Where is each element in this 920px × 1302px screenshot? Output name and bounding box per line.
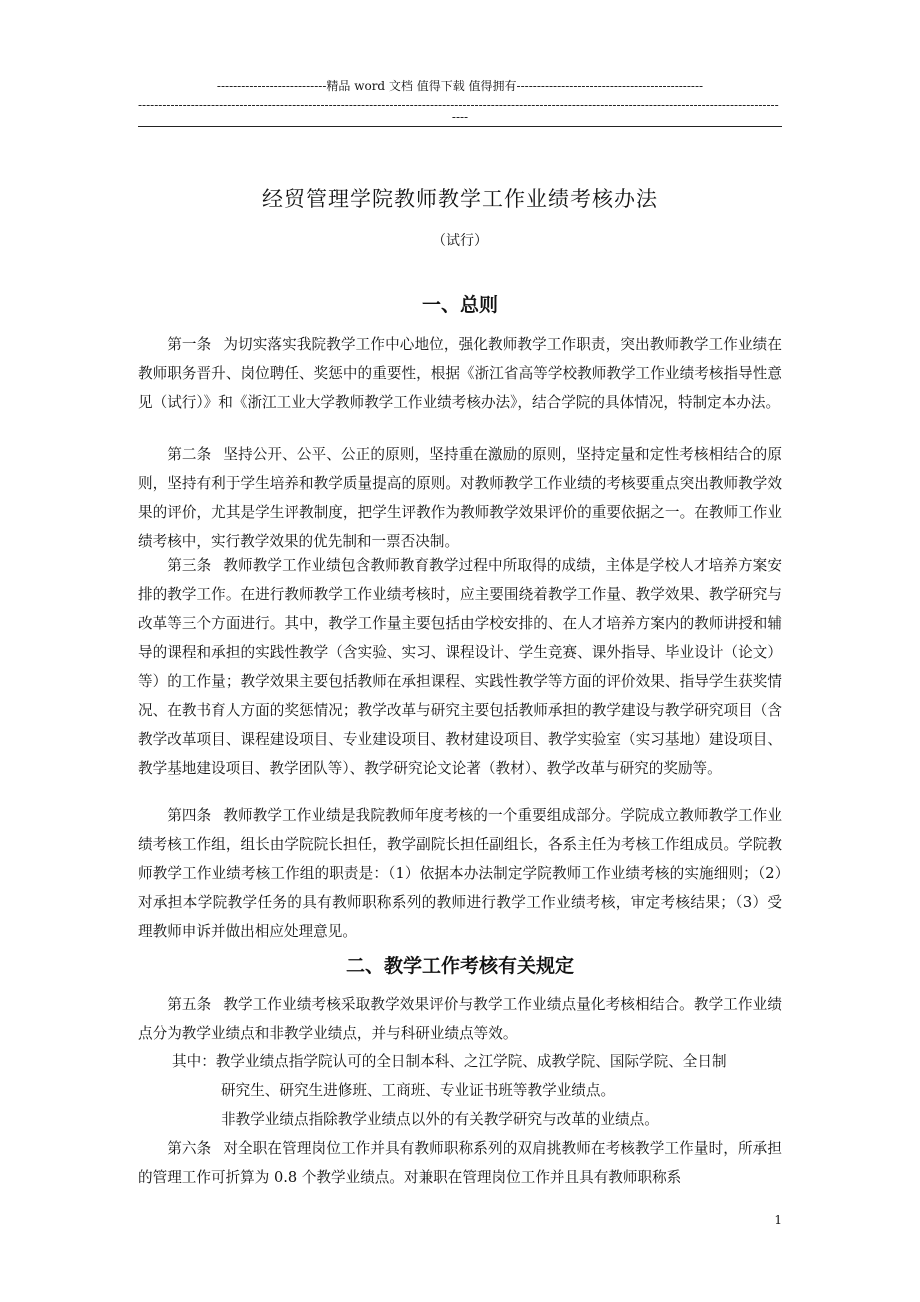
- article-5-sub2: 非教学业绩点指除教学业绩点以外的有关教学研究与改革的业绩点。: [221, 1111, 659, 1128]
- header-banner: ---------------------------精品 word 文档 值得下载 值得拥有----------------------------------------------: [216, 79, 704, 93]
- document-subtitle: （试行）: [432, 233, 488, 249]
- document-title: 经贸管理学院教师教学工作业绩考核办法: [262, 187, 658, 211]
- header-dash-line: --------------------------------------------------------------------------------------------------------------------------------------------------------------: [138, 98, 779, 112]
- article-label: 第三条: [167, 557, 212, 574]
- section-title-teaching-rules: 二、教学工作考核有关规定: [345, 955, 574, 977]
- article-label: 第六条: [167, 1140, 212, 1157]
- article-label: 第五条: [167, 996, 212, 1013]
- page-number: 1: [774, 1213, 782, 1227]
- article-label: 第四条: [167, 807, 212, 824]
- article-label: 第二条: [167, 446, 212, 463]
- article-text: 教师教学工作业绩是我院教师年度考核的一个重要组成部分。学院成立教师教学工作业绩考核工作组，组长由学院院长担任，教学副院长担任副组长，各系主任为考核工作组成员。学院教师教学工作业绩考核工作组的职责是：（1）依据本办法制定学院教师工作业绩考核的实施细则；（2）对承担本学院教学任务的具有教师职称系列的教师进行教学工作业绩考核，审定考核结果；（3）受理教师申诉并做出相应处理意见。: [138, 807, 782, 940]
- article-text: 教师教学工作业绩包含教师教育教学过程中所取得的成绩，主体是学校人才培养方案安排的教学工作。在进行教师教学工作业绩考核时，应主要围绕着教学工作量、教学效果、教学研究与改革等三个方面进行。其中，教学工作量主要包括由学校安排的、在人才培养方案内的教师讲授和辅导的课程和承担的实践性教学（含实验、实习、课程设计、学生竞赛、课外指导、毕业设计（论文）等）的工作量；教学效果主要包括教师在承担课程、实践性教学等方面的评价效果、指导学生获奖情况、在教书育人方面的奖惩情况；教学改革与研究主要包括教师承担的教学建设与教学研究项目（含教学改革项目、课程建设项目、专业建设项目、教材建设项目、教学实验室（实习基地）建设项目、教学基地建设项目、教学团队等）、教学研究论文论著（教材）、教学改革与研究的奖励等。: [138, 557, 782, 777]
- article-6: [138, 1134, 782, 1192]
- section-title-general: 一、总则: [421, 294, 498, 316]
- article-5-sub1-continued: 研究生、研究生进修班、工商班、专业证书班等教学业绩点。: [221, 1082, 616, 1099]
- article-5-sub1: [172, 1047, 782, 1076]
- article-3: [138, 551, 782, 783]
- article-5: [138, 990, 782, 1048]
- article-2: [138, 440, 782, 556]
- header-rule: [138, 126, 782, 127]
- sub-text: 教学业绩点指学院认可的全日制本科、之江学院、成教学院、国际学院、全日制: [215, 1053, 727, 1070]
- article-text: 坚持公开、公平、公正的原则，坚持重在激励的原则，坚持定量和定性考核相结合的原则，坚持有利于学生培养和教学质量提高的原则。对教师教学工作业绩的考核要重点突出教师教学效果的评价，尤其是学生评教制度，把学生评教作为教师教学效果评价的重要依据之一。在教师工作业绩考核中，实行教学效果的优先制和一票否决制。: [138, 446, 782, 550]
- article-1: [138, 330, 782, 417]
- article-4: [138, 801, 782, 946]
- article-label: 第一条: [167, 336, 212, 353]
- article-text: 对全职在管理岗位工作并具有教师职称系列的双肩挑教师在考核教学工作量时，所承担的管理工作可折算为 0.8 个教学业绩点。对兼职在管理岗位工作并且具有教师职称系: [138, 1140, 782, 1186]
- article-text: 为切实落实我院教学工作中心地位，强化教师教学工作职责，突出教师教学工作业绩在教师职务晋升、岗位聘任、奖惩中的重要性，根据《浙江省高等学校教师教学工作业绩考核指导性意见（试行）》和《浙江工业大学教师教学工作业绩考核办法》，结合学院的具体情况，特制定本办法。: [138, 336, 782, 411]
- article-text: 教学工作业绩考核采取教学效果评价与教学工作业绩点量化考核相结合。教学工作业绩点分为教学业绩点和非教学业绩点，并与科研业绩点等效。: [138, 996, 782, 1042]
- header-dash-tail: ----: [451, 110, 469, 124]
- sub-label: 其中：: [172, 1053, 216, 1070]
